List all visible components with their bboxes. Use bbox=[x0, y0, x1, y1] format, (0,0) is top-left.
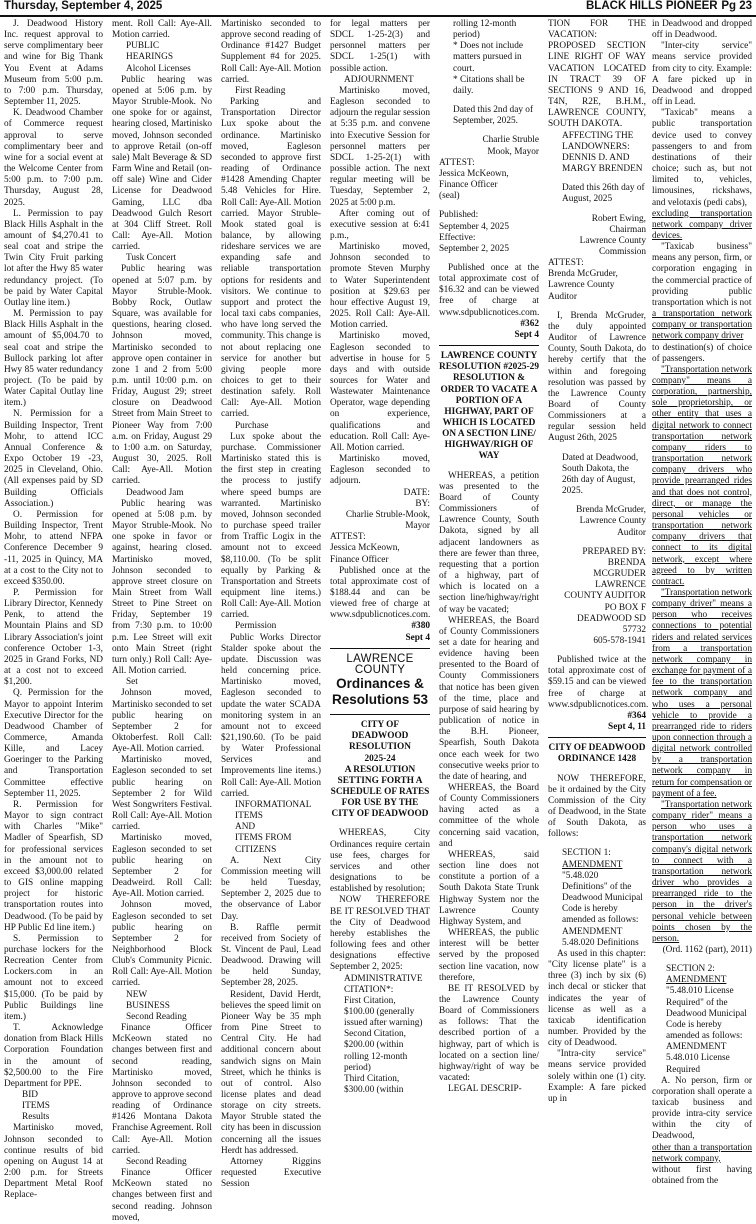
section-heading: ITEMS bbox=[235, 811, 263, 822]
body-paragraph: Parking and Transportation Director Lux spoke about the ordinance. Martinisko moved, Eagleson seconded to approve first reading of Ordinance #1428 Amending Chapter 5.48 Vehicles for Hire. Roll Call: Aye-All. Motion carried. Mayor Struble-Mook stated goal is balance, by allowing rideshare services we are expanding safe and reliable transportation options for residents and visitors. We continue to support and protect the local taxi cabs companies, who have long served the community. This change is not about replacing one service for another but giving people more choices to get to their destination safely. Roll Call: Aye-All. Motion carried. bbox=[221, 97, 321, 420]
preparer-line: DEADWOOD SD bbox=[577, 613, 646, 624]
body-paragraph: Public hearing was opened at 5:08 p.m. by Mayor Struble-Mook. No one spoke in favor or against, hearing closed. Martinisko moved, Johnson seconded to approve street closure on Main Street from Wall Street to Pine Street on Friday, September 19 from 7:30 p.m. to 10:00 p.m. Lee Street will exit onto Main Street (right turn only.) Roll Call: Aye-All. Motion carried. bbox=[112, 498, 212, 677]
subsection-heading: Second Reading bbox=[126, 1011, 187, 1022]
body-paragraph: WHEREAS, said section line does not constitute a portion of a South Dakota State Trunk Highway System nor the Lawrence County Highway System, and bbox=[439, 849, 539, 927]
attest-title: Auditor bbox=[548, 291, 577, 302]
banner-county: LAWRENCE COUNTY bbox=[346, 652, 414, 676]
preparer-line: 57732 bbox=[622, 624, 646, 635]
signature-title: Chairman bbox=[609, 224, 646, 235]
signature-org: Lawrence County bbox=[579, 235, 646, 246]
legal-description: TION FOR THE VACATION: PROPOSED SECTION LINE RIGHT OF WAY VACATION LOCATED IN TRACT 39 OF SECTIONS 9 AND 16, T4N, R2E, B.H.M., LAWRENCE COUNTY, SOUTH DAKOTA. bbox=[548, 19, 646, 130]
section-heading: BUSINESS bbox=[126, 1000, 170, 1011]
body-paragraph: B. Raffle permit received from Society of St. Vincent de Paul, Lead Deadwood. Drawing will be held Sunday, September 28, 2025. bbox=[221, 922, 321, 989]
subsection-heading: Deadwood Jam bbox=[126, 487, 184, 498]
added-definition: "Transportation network company" means a corporation, partnership, sole proprietorship, or other entity that uses a digital network to connect transportation network company riders to transportation network company drivers who provide prearranged rides and that does not control, direct, or manage the personal vehicles or transportation network company drivers that connect to its digital network, except where agreed to by written contract. bbox=[652, 364, 752, 587]
newspaper-name: BLACK HILLS PIONEER bbox=[586, 0, 718, 12]
signature-name: Robert Ewing, bbox=[591, 213, 646, 224]
signature-date: DATE: bbox=[403, 487, 430, 498]
amendment-heading: AMENDMENT bbox=[562, 859, 623, 870]
subsection-heading: Second Reading bbox=[126, 1156, 187, 1167]
page-header bbox=[0, 0, 756, 15]
fee-item: Second Citation, bbox=[344, 1029, 406, 1040]
footnote: * Citations shall be daily. bbox=[453, 74, 525, 96]
section-heading: PUBLIC bbox=[126, 41, 160, 52]
body-paragraph: Finance Officer McKeown stated no changes between first and second reading, Martinisko moved, Johnson seconded to approve to approve second reading of Ordinance #1426 Montana Dakota Franchise Agreement. Roll Call: Aye-All. Motion carried. bbox=[112, 1023, 212, 1156]
fee-item: First Citation, bbox=[344, 995, 396, 1006]
amendment-title: 5.48.010 License Required bbox=[666, 1053, 730, 1075]
agenda-item-q: Q. Permission for the Mayor to appoint Interim Executive Director for the Deadwood Chamber of Commerce, Amanda Kille, and Lacey Goeringer to the Parking and Transportation Committee effective September 11, 2025. bbox=[4, 688, 103, 799]
preparer-line: LAWRENCE bbox=[595, 580, 646, 591]
section-heading: ADMINISTRATIVE bbox=[344, 973, 423, 984]
agenda-item-m: M. Permission to pay Black Hills Asphalt in the amount of $5,004.70 to seal coat and stripe the Bullock parking lot after Hwy 85 water redundancy project. (To be paid by Water Capital Outlay line item.) bbox=[4, 309, 103, 409]
notice-title: CITY OF bbox=[360, 720, 400, 731]
preparer-line: COUNTY AUDITOR bbox=[564, 591, 646, 602]
section-heading: CITIZENS bbox=[235, 844, 277, 855]
prepared-by-label: PREPARED BY: bbox=[582, 546, 646, 557]
signature-name: Charlie Struble-Mook, bbox=[345, 509, 430, 520]
notice-title: LAWRENCE COUNTY RESOLUTION #2025-29 RESOLUTION & ORDER TO VACATE A PORTION OF A HIGHWAY, PART OF WHICH IS LOCATED ON A SECTION LINE/ HIGHWAY/RIGH OF WAY bbox=[439, 351, 539, 462]
body-paragraph: in Deadwood and dropped off in Deadwood. bbox=[652, 19, 752, 41]
subsection-heading: First Reading bbox=[235, 85, 286, 96]
amendment-text: "5.48.020 Definitions" of the Deadwood Municipal Code is hereby amended as follows: bbox=[562, 870, 643, 926]
notice-title: CITY OF DEADWOOD ORDINANCE 1428 bbox=[548, 743, 646, 765]
added-definition: "Transportation network company rider" means a person who uses a transportation network company's digital network to connect with a transportation network driver who provides a prearranged ride to the person in the driver's personal vehicle between points chosen by the person. bbox=[652, 799, 752, 944]
body-paragraph: As used in this chapter: "City license plate" is a three (3) inch by six (6) inch decal or sticker that indicates the year of license as well as a taxicab identification number. Provided by the city of Deadwood. bbox=[548, 948, 646, 1049]
body-paragraph: Martinisko seconded to approve second reading of Ordinance #1427 Budget Supplement #4 for 2025. Roll Call: Aye-All. Motion carried. bbox=[221, 19, 321, 85]
attest-org: Lawrence County bbox=[548, 280, 615, 291]
subsection-heading: Set bbox=[126, 677, 138, 688]
body-paragraph: A. Next City Commission meeting will be held Tuesday, September 2, 2025 due to the observance of Labor Day. bbox=[221, 855, 321, 922]
section-heading: ADJOURNMENT bbox=[344, 74, 414, 85]
body-paragraph: LEGAL DESCRIP- bbox=[448, 1084, 522, 1095]
dated-line: Dated this 26th day of August, 2025 bbox=[562, 183, 645, 205]
added-text: a transportation network company or transportation network company driver bbox=[652, 309, 752, 342]
amendment-heading: AMENDMENT bbox=[666, 975, 727, 986]
body-paragraph: Martinisko moved, Eagleson seconded to set public hearing on September 2 for Wild West Songwriters Festival. Roll Call: Aye-All. Motion carried. bbox=[112, 755, 212, 833]
dated-line: Dated this 2nd day of September, 2025. bbox=[453, 105, 534, 127]
attest-label: ATTEST: bbox=[330, 532, 366, 543]
agenda-item-t: T. Acknowledge donation from Black Hills Corporation Foundation in the amount of $2,500.00 to the Fire Department for PPE. bbox=[4, 1023, 103, 1089]
agenda-item-p: P. Permission for Library Director, Kennedy Penk, to attend the Mountain Plains and SD Library Association's joint conference October 1-3, 2025 in Grand Forks, ND at a cost not to exceed $1,200. bbox=[4, 587, 104, 688]
notice-number: #380 bbox=[411, 621, 430, 632]
banner-title: Ordinances & bbox=[336, 676, 424, 692]
preparer-line: BRENDA bbox=[607, 557, 646, 568]
section-heading: HEARINGS bbox=[126, 52, 174, 63]
body-paragraph: BE IT RESOLVED by the Lawrence County Board of Commissioners as follows: That the described portion of a highway, part of which is located on a section line/ highway/right of way be vacated: bbox=[439, 983, 539, 1084]
body-paragraph: Johnson moved, Martinisko seconded to set public hearing on September 2 for Oktoberfest. Roll Call: Aye-All. Motion carried. bbox=[112, 688, 212, 755]
fee-item: rolling 12-month period) bbox=[453, 19, 517, 41]
banner-subtitle: Resolutions 53 bbox=[331, 692, 429, 708]
section-heading: ITEMS bbox=[22, 1101, 50, 1112]
category-banner bbox=[330, 654, 430, 708]
notice-subtitle: A RESOLUTION SETTING FORTH A SCHEDULE OF RATES FOR USE BY THE CITY OF DEADWOOD bbox=[330, 764, 430, 820]
effective-label: Effective: bbox=[439, 232, 476, 243]
notice-number: #362 bbox=[520, 318, 539, 329]
section-heading: ITEMS FROM bbox=[235, 833, 292, 844]
amendment-heading: AMENDMENT bbox=[666, 1042, 727, 1053]
body-paragraph: WHEREAS, the Board of County Commissioners having acted as a committee of the whole concerning said vacation, and bbox=[439, 783, 539, 849]
subsection-heading: Results bbox=[22, 1112, 50, 1123]
body-paragraph: WHEREAS, City Ordinances require certain use fees, charges for services and other designations to be established by resolution; bbox=[330, 828, 430, 895]
notice-number: #364 bbox=[627, 710, 646, 721]
notice-title: DEADWOOD bbox=[351, 731, 409, 742]
subsection-heading: Tusk Concert bbox=[126, 253, 177, 264]
attest-title: Finance Officer bbox=[439, 180, 498, 191]
body-paragraph: Resident, David Herdt, believes the speed limit on Pioneer Way be 35 mph from Pine Street to Central City. He had additional concern about sandwich signs on Main Street, which he thinks is out of control. Also license plates and dead storage on city streets. Mayor Struble stated the city has been in discussion concerning all the issues Herdt has addressed. bbox=[221, 989, 321, 1156]
body-paragraph: Public hearing was opened at 5:06 p.m. by Mayor Struble-Mook. No one spoke for or against, hearing closed, Martinisko moved, Johnson seconded to approve Retail (on-off sale) Malt Beverage & SD Farm Wine and Retail (on-off sale) Wine and Cider License for Deadwood Gaming, LLC dba Deadwood Gulch Resort at 304 Cliff Street. Roll Call: Aye-All. Motion carried. bbox=[112, 74, 212, 253]
body-paragraph: WHEREAS, a petition was presented to the Board of County Commissioners of Lawrence County, South Dakota, signed by all adjacent landowners as there are fewer than three, requesting that a portion of a highway, part of which is located on a section line/highway/right of way be vacated; bbox=[439, 470, 539, 615]
body-paragraph: WHEREAS, the Board of County Commissioners set a date for hearing and evidence having been presented to the Board of County Commissioners that notice has been given of the time, place and purpose of said hearing by publication of notice in the B.H. Pioneer, Spearfish, South Dakota once each week for two consecutive weeks prior to the date of hearing, and bbox=[439, 615, 539, 782]
section-heading: AND bbox=[235, 822, 256, 833]
body-paragraph: Public hearing was opened at 5:07 p.m. by Mayor Struble-Mook. Bobby Rock, Outlaw Square, was available for questions, hearing closed. Johnson moved, Martinisko seconded to approve open container in zone 1 and 2 from 5:00 p.m. until 10:00 p.m. on Friday, August 29; street closure on Deadwood Street from Main Street to Pioneer Way from 7:00 a.m. on Friday, August 29 to 1:00 a.m. on Saturday, August 30, 2025. Roll Call: Aye-All. Motion carried. bbox=[112, 264, 212, 487]
column-6 bbox=[548, 19, 649, 1104]
notice-title: 2025-24 bbox=[364, 753, 396, 764]
preparer-line: MCGRUDER bbox=[593, 569, 646, 580]
section-heading: NEW bbox=[126, 989, 148, 1000]
body-paragraph: NOW THEREFORE, be it ordained by the City Commission of the City of Deadwood, in the State of South Dakota, as follows: bbox=[548, 773, 646, 840]
issue-date: Thursday, September 4, 2025 bbox=[4, 0, 163, 12]
added-definition: "Transportation network company driver" means a person who receives connections to potential riders and related services from a transportation network company in exchange for payment of a fee to the transportation network company and who uses a personal vehicle to provide a prearranged ride to riders upon connection through a digital network controlled by a transportation network company in return for compensation or payment of a fee. bbox=[652, 587, 752, 799]
column-2 bbox=[112, 19, 212, 1223]
amendment-heading: AMENDMENT bbox=[562, 926, 623, 937]
body-paragraph: Martinisko moved, Johnson seconded to promote Steven Murphy to Water Superintendent position at $29.63 per hour effective August 19, 2025. Roll Call: Aye-All. Motion carried. bbox=[330, 242, 430, 331]
signature-title: Auditor bbox=[617, 527, 646, 538]
body-paragraph: A. No person, firm or corporation shall operate a taxicab business and provide intra-city service within the city of Deadwood, bbox=[652, 1075, 752, 1142]
ordinance-reference: (Ord. 1162 (part), 2011) bbox=[662, 944, 752, 955]
notice-title: RESOLUTION bbox=[349, 742, 411, 753]
subsection-heading: Permission bbox=[235, 621, 277, 632]
agenda-item-j: J. Deadwood History Inc. request approval to serve complimentary beer and wine for Big Thank You Event at Adams Museum from 5:00 p.m. to 7:00 p.m. Thursday, September 11, 2025. bbox=[4, 19, 103, 108]
body-paragraph: to destination(s) of choice of passengers. bbox=[652, 342, 752, 364]
page-number: Pg 23 bbox=[721, 0, 752, 12]
body-paragraph: WHEREAS, the public interest will be better served by the proposed section line vacation, now therefore, bbox=[439, 928, 539, 983]
preparer-phone: 605-578-1941 bbox=[593, 635, 646, 646]
body-paragraph: Martinisko moved, Eagleson seconded to adjourn. bbox=[330, 454, 430, 487]
body-paragraph: Martinisko moved, Eagleson seconded to set public hearing on September 2 for Deadweird. Roll Call: Aye-All. Motion carried. bbox=[112, 833, 212, 900]
amendment-title: 5.48.020 Definitions bbox=[562, 937, 639, 948]
column-7 bbox=[652, 19, 752, 1187]
body-paragraph: After coming out of executive session at 6:41 p.m., bbox=[330, 208, 430, 241]
attest-label: ATTEST: bbox=[439, 157, 475, 168]
subsection-heading: Purchase bbox=[235, 420, 269, 431]
body-paragraph: without first having obtained from the bbox=[652, 1164, 752, 1187]
fee-item: $100.00 (generally issued after warning) bbox=[344, 1006, 423, 1029]
publication-cost: Published twice at the total approximate cost of $59.15 and can be viewed free of charge at www.sdpublicnotices.com. bbox=[548, 655, 649, 710]
fee-item: $300.00 (within bbox=[344, 1085, 404, 1096]
section-heading: INFORMATIONAL bbox=[235, 799, 312, 810]
bid-results-text: Martinisko moved, Johnson seconded to continue results of bid opening on August 14 at 2:00 p.m. for Streets Department Metal Roof Replace- bbox=[4, 1123, 103, 1201]
body-paragraph: NOW THEREFORE BE IT RESOLVED THAT the City of Deadwood hereby establishes the following fees and other designations effective September 2, 2025: bbox=[330, 895, 430, 973]
notice-dates: Sept 4, 11 bbox=[608, 722, 646, 733]
divider bbox=[439, 345, 539, 346]
body-paragraph: Johnson moved, Eagleson seconded to set public hearing on September 2 for Neighborhood Block Club's Community Picnic. Roll Call: Aye-All. Motion carried. bbox=[112, 900, 212, 989]
body-paragraph: Public Works Director Stalder spoke about the update. Discussion was held concerning price. Martinisko moved, Eagleson seconded to update the water SCADA monitoring system in an amount not to exceed $21,190.60. (To be paid by Water Professional Services and Improvements line items.) Roll Call: Aye-All. Motion carried. bbox=[221, 632, 321, 799]
section-heading: CITATION*: bbox=[344, 984, 394, 995]
attest-name: Brenda McGruder, bbox=[548, 269, 618, 280]
seal-label: (seal) bbox=[439, 191, 460, 202]
body-paragraph: for legal matters per SDCL 1-25-2(3) and personnel matters per SDCL 1-25(1) with possible action. bbox=[330, 19, 430, 74]
body-paragraph: "Taxicab" means a public transportation device used to convey passengers to and from destinations of their choice; such as, but not limited to, vehicles, limousines, rickshaws, and velotaxis (pedi cabs), bbox=[652, 108, 752, 208]
section-heading: SECTION 1: bbox=[562, 848, 611, 859]
section-heading: SECTION 2: bbox=[666, 964, 715, 975]
body-paragraph: ment. Roll Call: Aye-All. Motion carried. bbox=[112, 19, 212, 41]
header-rule bbox=[0, 15, 756, 17]
signature-org: Lawrence County bbox=[579, 516, 646, 527]
signature-name: Brenda McGruder, bbox=[576, 505, 646, 516]
column-3 bbox=[221, 19, 321, 1190]
added-text: other than a transportation network company, bbox=[652, 1142, 752, 1164]
preparer-line: PO BOX F bbox=[604, 602, 646, 613]
agenda-item-r: R. Permission for Mayor to sign contract with Charles "Mike" Madler of Spearfish, SD for professional services in the amount not to exceed $3,000.00 related to GIS online mapping project for historic transportation routes into Deadwood. (To be paid by HP Public Ed line item.) bbox=[4, 799, 103, 933]
notice-dates: Sept 4 bbox=[405, 632, 430, 643]
publication-cost: Published once at the total approximate cost of $188.44 and can be viewed free of charge at www.sdpublicnotices.com. bbox=[330, 565, 431, 621]
notice-dates: Sept 4 bbox=[514, 329, 539, 340]
signature-title: Mayor bbox=[405, 521, 430, 532]
signature-org: Commission bbox=[598, 246, 646, 257]
signature-title: Mook, Mayor bbox=[487, 146, 539, 157]
body-paragraph: "Inter-city service" means service provided from city to city. Example: A fare picked up in Deadwood and dropped off in Lead. bbox=[652, 41, 752, 108]
signature-name: Charlie Struble bbox=[482, 135, 539, 146]
signature-by: BY: bbox=[415, 498, 430, 509]
dated-line: Dated at Deadwood, South Dakota, the 26th day of August, 2025. bbox=[562, 452, 639, 497]
body-paragraph: Finance Officer McKeown stated no changes between first and second reading. Johnson moved, bbox=[112, 1168, 212, 1223]
body-paragraph: Lux spoke about the purchase. Commissioner Martinisko stated this is the first step in creating the process to justify where speed bumps are warranted. Martinisko moved, Johnson seconded to purchase speed trailer from Traffic Logix in the amount not to exceed $8,110.00. (To be split equally by Parking & Transportation and Streets equipment line items.) Roll Call: Aye-All. Motion carried. bbox=[221, 431, 321, 621]
body-paragraph: Attorney Riggins requested Executive Session bbox=[221, 1156, 321, 1190]
published-label: Published: bbox=[439, 210, 479, 221]
agenda-item-s: S. Permission to purchase lockers for the Recreation Center from Lockers.com in an amount not to exceed $15,000. (To be paid by Public Buildings line item.) bbox=[4, 933, 103, 1022]
divider bbox=[548, 737, 646, 738]
published-date: September 4, 2025 bbox=[439, 221, 509, 232]
body-paragraph: "Taxicab business" means any person, firm, or corporation engaging in the commercial practice of providing public transportation which is not bbox=[652, 242, 752, 308]
column-5 bbox=[439, 19, 540, 1095]
subsection-heading: Alcohol Licenses bbox=[126, 63, 191, 74]
affected-landowners: AFFECTING THE LANDOWNERS: DENNIS D. AND MARGY BRENDEN bbox=[562, 130, 643, 175]
body-paragraph: "Intra-city service" means service provided solely within one (1) city. Example: A fare picked up in bbox=[548, 1049, 646, 1104]
agenda-item-o: O. Permission for Building Inspector, Trent Mohr, to attend NFPA Conference December 9 -11, 2025 in Quincy, MA at a cost to the City not to exceed $350.00. bbox=[4, 509, 103, 587]
column-4 bbox=[330, 19, 431, 1096]
divider bbox=[330, 648, 430, 649]
agenda-item-n: N. Permission for a Building Inspector, Trent Mohr, to attend ICC Annual Conference & Expo October 19 -23, 2025 in Cleveland, Ohio. (All expenses paid by SD Building Officials Association.) bbox=[4, 409, 103, 509]
amendment-text: "5.48.010 License Required" of the Deadwood Municipal Code is hereby amended as follows: bbox=[666, 986, 747, 1042]
body-paragraph: Martinisko moved, Eagleson seconded to adjourn the regular session at 5:35 p.m. and convene into Executive Session for personnel matters per SDCL 1-25-2(1) with possible action. The next regular meeting will be Tuesday, September 2, 2025 at 5:00 p.m. bbox=[330, 85, 430, 208]
section-heading: BID bbox=[22, 1090, 39, 1100]
added-text: excluding transportation network company driver devices. bbox=[652, 208, 752, 241]
attest-name: Jessica McKeown, bbox=[330, 543, 400, 554]
column-1 bbox=[4, 19, 104, 1201]
divider bbox=[330, 714, 430, 715]
footnote: * Does not include matters pursued in court. bbox=[453, 41, 523, 74]
attest-label: ATTEST: bbox=[548, 258, 584, 269]
attest-name: Jessica McKeown, bbox=[439, 168, 509, 179]
effective-date: September 2, 2025 bbox=[439, 243, 509, 254]
agenda-item-l: L. Permission to pay Black Hills Asphalt in the amount of $4,270.41 to seal coat and stripe the Twin City Fruit parking lot after the Hwy 85 water redundancy project. (To be paid by Water Capital Outlay line item.) bbox=[4, 208, 103, 308]
fee-item: Third Citation, bbox=[344, 1073, 400, 1084]
body-paragraph: Martinisko moved, Eagleson seconded to advertise in house for 5 days and with outside sources for Water and Wastewater Maintenance Operator, wage depending on experience, qualifications and education. Roll Call: Aye-All. Motion carried. bbox=[330, 331, 430, 453]
agenda-item-k: K. Deadwood Chamber of Commerce request approval to serve complimentary beer and wine for a social event at the Welcome Center from 5:00 p.m. to 7:00 p.m. Thursday, August 28, 2025. bbox=[4, 108, 103, 208]
certification-paragraph: I, Brenda McGruder, the duly appointed Auditor of Lawrence County, South Dakota, do hereby certify that the within and foregoing resolution was passed by the Lawrence County Board of County Commissioners at a regular session held August 26th, 2025 bbox=[548, 310, 646, 444]
fee-item: $200.00 (within rolling 12-month period) bbox=[344, 1040, 408, 1073]
publication-cost: Published once at the total approximate cost of $16.32 and can be viewed free of charge at www.sdpublicnotices.com. bbox=[439, 262, 540, 318]
attest-title: Finance Officer bbox=[330, 554, 389, 565]
